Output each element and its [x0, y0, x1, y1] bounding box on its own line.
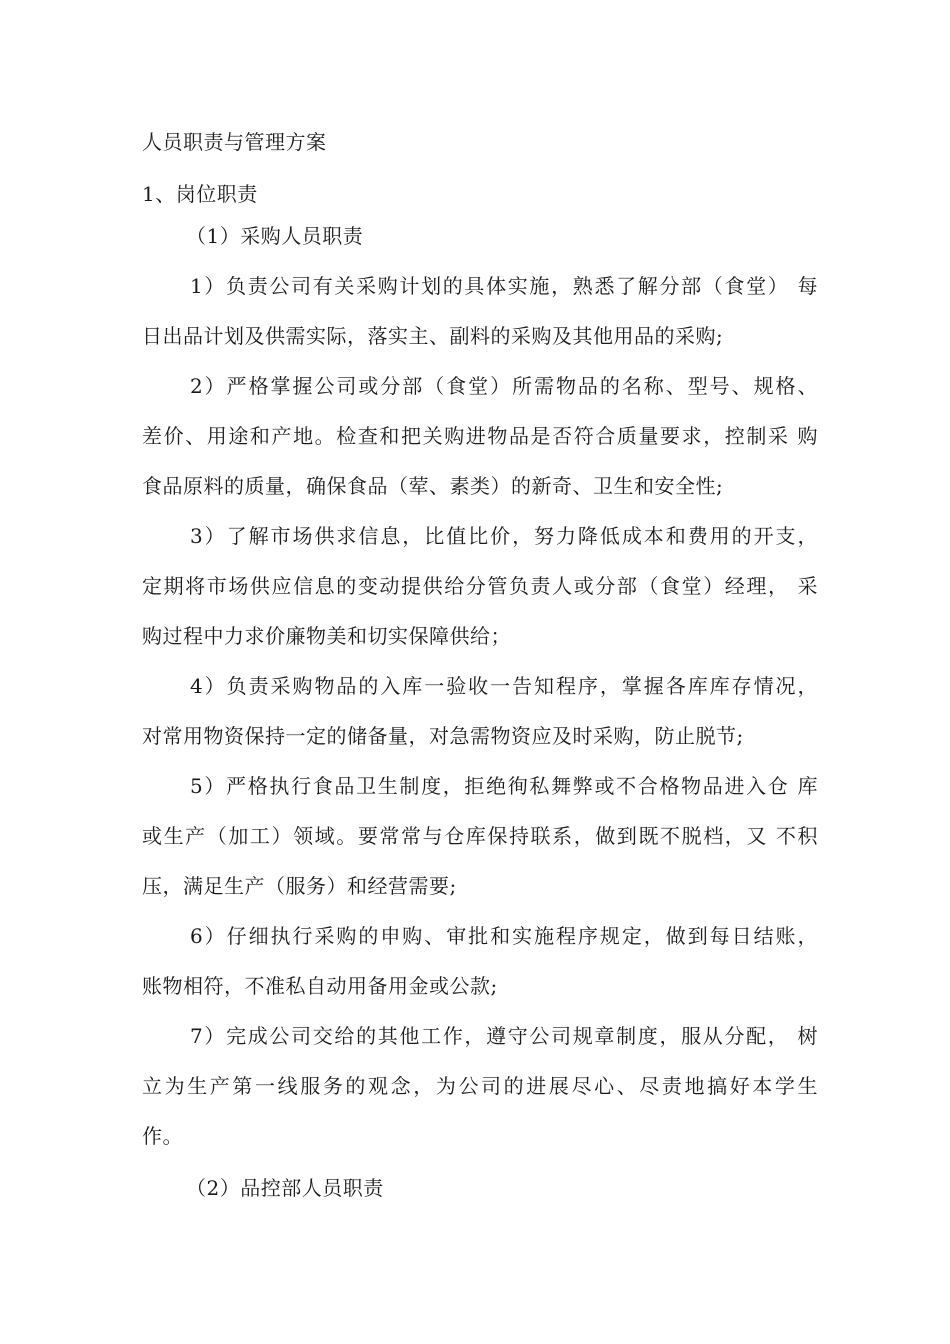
paragraph-line: 2）严格掌握公司或分部（食堂）所需物品的名称、型号、规格、 — [190, 374, 818, 398]
document-title: 人员职责与管理方案 — [142, 130, 327, 154]
paragraph-line: 7）完成公司交给的其他工作，遵守公司规章制度，服从分配， 树 — [190, 1024, 818, 1048]
paragraph-line: 食品原料的质量，确保食品（荤、素类）的新奇、卫生和安全性; — [142, 474, 724, 498]
paragraph-line: 5）严格执行食品卫生制度，拒绝徇私舞弊或不合格物品进入仓 库 — [190, 774, 818, 798]
paragraph-line: 对常用物资保持一定的储备量，对急需物资应及时采购，防止脱节; — [142, 724, 744, 748]
section-heading-1: 1、岗位职责 — [142, 182, 258, 206]
paragraph-line: 1）负责公司有关采购计划的具体实施，熟悉了解分部（食堂） 每 — [190, 274, 818, 298]
paragraph-line: 购过程中力求价廉物美和切实保障供给； — [142, 624, 511, 648]
paragraph-line: 3）了解市场供求信息，比值比价，努力降低成本和费用的开支， — [190, 524, 818, 548]
paragraph-line: 6）仔细执行采购的申购、审批和实施程序规定，做到每日结账， — [190, 924, 818, 948]
paragraph-line: 压，满足生产（服务）和经营需要; — [142, 874, 457, 898]
paragraph-line: 立为生产第一线服务的观念，为公司的进展尽心、尽责地搞好本学生 — [142, 1074, 818, 1098]
paragraph-line: 日出品计划及供需实际，落实主、副料的采购及其他用品的采购; — [142, 324, 724, 348]
paragraph-line: 定期将市场供应信息的变动提供给分管负责人或分部（食堂）经理， 采 — [142, 574, 818, 598]
paragraph-line: 作。 — [142, 1124, 183, 1148]
subsection-heading-procurement: （1）采购人员职责 — [186, 224, 364, 248]
paragraph-line: 差价、用途和产地。检查和把关购进物品是否符合质量要求，控制采 购 — [142, 424, 818, 448]
paragraph-line: 4）负责采购物品的入库一验收一告知程序，掌握各库库存情况， — [190, 674, 818, 698]
paragraph-line: 或生产（加工）领域。要常常与仓库保持联系，做到既不脱档，又 不积 — [142, 824, 818, 848]
paragraph-line: 账物相符，不准私自动用备用金或公款; — [142, 974, 498, 998]
subsection-heading-quality-control: （2）品控部人员职责 — [186, 1176, 384, 1200]
